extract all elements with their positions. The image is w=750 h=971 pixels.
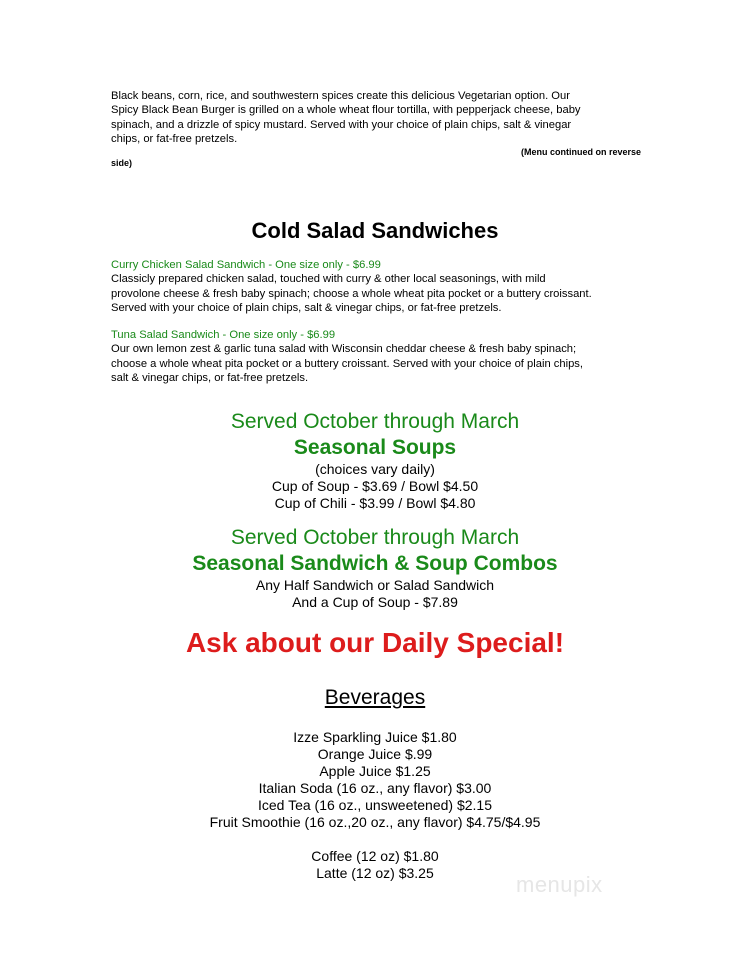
item-desc-line: Our own lemon zest & garlic tuna salad with Wisconsin cheddar cheese & fresh baby spinach; — [111, 343, 577, 356]
menu-item-curry-chicken — [111, 258, 641, 315]
item-name: Curry Chicken Salad Sandwich - One size only - $6.99 — [111, 259, 381, 271]
intro-line: Spicy Black Bean Burger is grilled on a whole wheat flour tortilla, with pepperjack cheese, baby — [111, 104, 581, 117]
beverage-item: Fruit Smoothie (16 oz.,20 oz., any flavor) $4.75/$4.95 — [209, 814, 541, 830]
item-desc-line: choose a whole wheat pita pocket or a buttery croissant. Served with your choice of plain chips, — [111, 357, 583, 370]
item-desc-line: salt & vinegar chips, or fat-free pretzels. — [111, 371, 309, 384]
beverage-item: Italian Soda (16 oz., any flavor) $3.00 — [258, 780, 492, 796]
daily-special-banner: Ask about our Daily Special! — [185, 627, 565, 658]
combo-line: Any Half Sandwich or Salad Sandwich — [255, 577, 495, 593]
continued-note-end: side) — [111, 158, 133, 168]
item-desc-line: Served with your choice of plain chips, salt & vinegar chips, or fat-free pretzels. — [111, 301, 502, 314]
item-desc-line: Classicly prepared chicken salad, touched with curry & other local seasonings, with mild — [111, 273, 546, 286]
chili-price: Cup of Chili - $3.99 / Bowl $4.80 — [274, 495, 476, 511]
watermark-logo: menupix — [516, 872, 603, 897]
soup-price: Cup of Soup - $3.69 / Bowl $4.50 — [271, 478, 479, 494]
beverages-title: Beverages — [324, 686, 426, 709]
beverage-item: Iced Tea (16 oz., unsweetened) $2.15 — [257, 797, 492, 813]
intro-description — [111, 89, 641, 146]
item-desc-line: provolone cheese & fresh baby spinach; choose a whole wheat pita pocket or a buttery croissant. — [111, 287, 592, 300]
intro-line: Black beans, corn, rice, and southwestern spices create this delicious Vegetarian option. Our — [111, 90, 570, 102]
soups-served-note: Served October through March — [230, 410, 520, 433]
continued-note: (Menu continued on reverse — [520, 147, 641, 157]
menu-item-tuna-salad — [111, 328, 641, 385]
beverage-item: Latte (12 oz) $3.25 — [316, 865, 434, 881]
soups-title: Seasonal Soups — [293, 436, 457, 459]
intro-line: spinach, and a drizzle of spicy mustard. Served with your choice of plain chips, salt & vinegar — [111, 118, 572, 131]
item-name: Tuna Salad Sandwich - One size only - $6.99 — [111, 329, 336, 341]
intro-line: chips, or fat-free pretzels. — [111, 132, 238, 145]
beverage-item: Orange Juice $.99 — [317, 746, 433, 762]
soups-note: (choices vary daily) — [315, 461, 435, 477]
beverage-item: Coffee (12 oz) $1.80 — [311, 848, 439, 864]
beverage-item: Izze Sparkling Juice $1.80 — [293, 729, 457, 745]
combo-price: And a Cup of Soup - $7.89 — [292, 594, 458, 610]
combos-title: Seasonal Sandwich & Soup Combos — [192, 552, 558, 575]
combos-served-note: Served October through March — [230, 526, 520, 549]
cold-salad-title: Cold Salad Sandwiches — [251, 218, 499, 243]
beverage-item: Apple Juice $1.25 — [319, 763, 431, 779]
